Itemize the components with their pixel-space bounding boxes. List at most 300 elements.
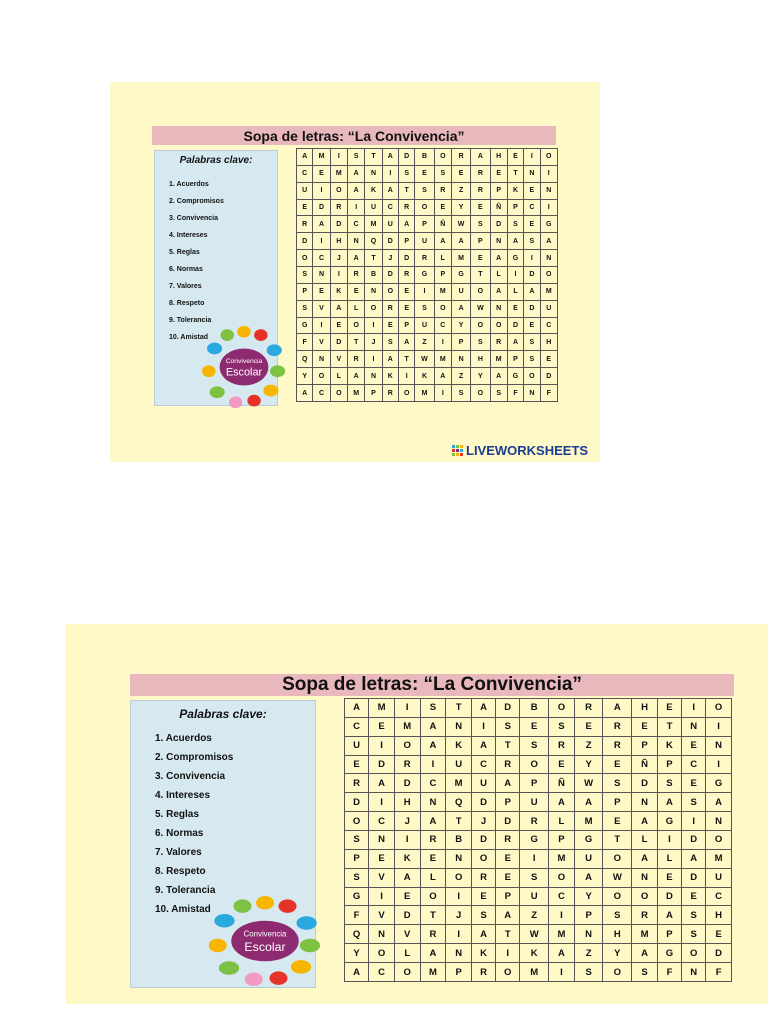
- grid-cell[interactable]: J: [446, 906, 472, 925]
- grid-cell[interactable]: R: [471, 182, 490, 199]
- grid-cell[interactable]: E: [524, 216, 540, 233]
- grid-cell[interactable]: O: [540, 267, 557, 284]
- grid-cell[interactable]: N: [490, 233, 507, 250]
- grid-cell[interactable]: Z: [451, 182, 470, 199]
- grid-cell[interactable]: P: [297, 283, 313, 300]
- grid-cell[interactable]: M: [632, 925, 658, 944]
- grid-cell[interactable]: I: [369, 793, 395, 812]
- grid-cell[interactable]: S: [682, 925, 706, 944]
- grid-cell[interactable]: N: [574, 925, 603, 944]
- grid-cell[interactable]: O: [549, 699, 575, 718]
- grid-cell[interactable]: S: [520, 736, 549, 755]
- grid-cell[interactable]: C: [348, 216, 365, 233]
- grid-cell[interactable]: N: [540, 250, 557, 267]
- grid-cell[interactable]: W: [603, 868, 632, 887]
- grid-cell[interactable]: E: [682, 736, 706, 755]
- grid-cell[interactable]: N: [632, 793, 658, 812]
- grid-cell[interactable]: Z: [520, 906, 549, 925]
- grid-cell[interactable]: T: [365, 250, 382, 267]
- grid-cell[interactable]: P: [345, 849, 369, 868]
- grid-cell[interactable]: D: [313, 199, 330, 216]
- grid-cell[interactable]: R: [394, 755, 420, 774]
- grid-cell[interactable]: A: [420, 944, 446, 963]
- grid-cell[interactable]: D: [369, 755, 395, 774]
- grid-cell[interactable]: H: [603, 925, 632, 944]
- grid-cell[interactable]: S: [682, 793, 706, 812]
- grid-cell[interactable]: N: [446, 717, 472, 736]
- grid-cell[interactable]: Q: [345, 925, 369, 944]
- grid-cell[interactable]: E: [524, 317, 540, 334]
- grid-cell[interactable]: N: [682, 717, 706, 736]
- grid-cell[interactable]: D: [399, 149, 415, 166]
- grid-cell[interactable]: R: [399, 267, 415, 284]
- grid-cell[interactable]: R: [330, 199, 347, 216]
- grid-cell[interactable]: O: [382, 283, 398, 300]
- grid-cell[interactable]: I: [313, 182, 330, 199]
- grid-cell[interactable]: N: [369, 925, 395, 944]
- grid-cell[interactable]: M: [394, 717, 420, 736]
- grid-cell[interactable]: I: [434, 334, 451, 351]
- grid-cell[interactable]: R: [632, 906, 658, 925]
- grid-cell[interactable]: R: [451, 149, 470, 166]
- grid-cell[interactable]: O: [420, 887, 446, 906]
- grid-cell[interactable]: O: [394, 963, 420, 982]
- grid-cell[interactable]: S: [451, 385, 470, 402]
- grid-cell[interactable]: E: [496, 868, 520, 887]
- grid-cell[interactable]: G: [415, 267, 434, 284]
- grid-cell[interactable]: N: [706, 812, 732, 831]
- grid-cell[interactable]: A: [451, 300, 470, 317]
- grid-cell[interactable]: O: [348, 317, 365, 334]
- grid-cell[interactable]: H: [632, 699, 658, 718]
- grid-cell[interactable]: C: [682, 755, 706, 774]
- grid-cell[interactable]: A: [540, 233, 557, 250]
- grid-cell[interactable]: B: [446, 831, 472, 850]
- grid-cell[interactable]: I: [394, 699, 420, 718]
- grid-cell[interactable]: S: [603, 906, 632, 925]
- grid-cell[interactable]: I: [369, 887, 395, 906]
- grid-cell[interactable]: V: [394, 925, 420, 944]
- grid-cell[interactable]: Ñ: [549, 774, 575, 793]
- grid-cell[interactable]: P: [446, 963, 472, 982]
- grid-cell[interactable]: S: [524, 351, 540, 368]
- grid-cell[interactable]: M: [313, 149, 330, 166]
- grid-cell[interactable]: Z: [574, 944, 603, 963]
- grid-cell[interactable]: I: [682, 699, 706, 718]
- grid-cell[interactable]: M: [415, 385, 434, 402]
- grid-cell[interactable]: A: [382, 182, 398, 199]
- grid-cell[interactable]: E: [415, 165, 434, 182]
- grid-cell[interactable]: A: [434, 368, 451, 385]
- grid-cell[interactable]: T: [507, 165, 523, 182]
- grid-cell[interactable]: A: [657, 793, 681, 812]
- grid-cell[interactable]: J: [365, 334, 382, 351]
- grid-cell[interactable]: Q: [365, 233, 382, 250]
- grid-cell[interactable]: D: [706, 944, 732, 963]
- grid-cell[interactable]: O: [471, 317, 490, 334]
- grid-cell[interactable]: L: [657, 849, 681, 868]
- grid-cell[interactable]: E: [549, 755, 575, 774]
- grid-cell[interactable]: A: [682, 849, 706, 868]
- grid-cell[interactable]: R: [434, 182, 451, 199]
- grid-cell[interactable]: T: [471, 267, 490, 284]
- grid-cell[interactable]: Ñ: [632, 755, 658, 774]
- grid-cell[interactable]: E: [434, 199, 451, 216]
- grid-cell[interactable]: E: [657, 699, 681, 718]
- grid-cell[interactable]: E: [399, 283, 415, 300]
- grid-cell[interactable]: S: [415, 300, 434, 317]
- grid-cell[interactable]: E: [471, 887, 495, 906]
- grid-cell[interactable]: K: [446, 736, 472, 755]
- grid-cell[interactable]: V: [369, 868, 395, 887]
- grid-cell[interactable]: I: [365, 351, 382, 368]
- grid-cell[interactable]: U: [471, 774, 495, 793]
- grid-cell[interactable]: J: [394, 812, 420, 831]
- grid-cell[interactable]: O: [490, 317, 507, 334]
- grid-cell[interactable]: I: [471, 717, 495, 736]
- grid-cell[interactable]: L: [549, 812, 575, 831]
- grid-cell[interactable]: N: [313, 351, 330, 368]
- grid-cell[interactable]: M: [420, 963, 446, 982]
- grid-cell[interactable]: S: [520, 868, 549, 887]
- grid-cell[interactable]: E: [399, 300, 415, 317]
- grid-cell[interactable]: I: [706, 755, 732, 774]
- grid-cell[interactable]: M: [446, 774, 472, 793]
- grid-cell[interactable]: P: [399, 317, 415, 334]
- grid-cell[interactable]: D: [297, 233, 313, 250]
- grid-cell[interactable]: L: [632, 831, 658, 850]
- grid-cell[interactable]: E: [471, 199, 490, 216]
- grid-cell[interactable]: E: [490, 165, 507, 182]
- grid-cell[interactable]: N: [524, 385, 540, 402]
- grid-cell[interactable]: W: [451, 216, 470, 233]
- grid-cell[interactable]: S: [382, 334, 398, 351]
- grid-cell[interactable]: A: [496, 774, 520, 793]
- grid-cell[interactable]: D: [394, 774, 420, 793]
- grid-cell[interactable]: H: [394, 793, 420, 812]
- grid-cell[interactable]: S: [345, 868, 369, 887]
- grid-cell[interactable]: Z: [574, 736, 603, 755]
- grid-cell[interactable]: Y: [574, 887, 603, 906]
- grid-cell[interactable]: P: [632, 736, 658, 755]
- grid-cell[interactable]: S: [549, 717, 575, 736]
- grid-cell[interactable]: R: [420, 831, 446, 850]
- grid-cell[interactable]: E: [574, 717, 603, 736]
- grid-cell[interactable]: E: [507, 300, 523, 317]
- grid-cell[interactable]: O: [394, 736, 420, 755]
- grid-cell[interactable]: S: [348, 149, 365, 166]
- grid-cell[interactable]: F: [540, 385, 557, 402]
- grid-cell[interactable]: P: [415, 216, 434, 233]
- grid-cell[interactable]: P: [603, 793, 632, 812]
- grid-cell[interactable]: L: [330, 368, 347, 385]
- grid-cell[interactable]: O: [632, 887, 658, 906]
- grid-cell[interactable]: M: [348, 385, 365, 402]
- grid-cell[interactable]: E: [330, 317, 347, 334]
- grid-cell[interactable]: O: [540, 149, 557, 166]
- grid-cell[interactable]: D: [524, 267, 540, 284]
- grid-cell[interactable]: G: [451, 267, 470, 284]
- grid-cell[interactable]: R: [471, 165, 490, 182]
- grid-cell[interactable]: A: [382, 351, 398, 368]
- grid-cell[interactable]: T: [496, 925, 520, 944]
- grid-cell[interactable]: I: [549, 906, 575, 925]
- grid-cell[interactable]: O: [682, 944, 706, 963]
- grid-cell[interactable]: U: [415, 233, 434, 250]
- grid-cell[interactable]: D: [682, 868, 706, 887]
- grid-cell[interactable]: Z: [415, 334, 434, 351]
- grid-cell[interactable]: D: [399, 250, 415, 267]
- grid-cell[interactable]: E: [603, 755, 632, 774]
- grid-cell[interactable]: E: [394, 887, 420, 906]
- grid-cell[interactable]: S: [297, 267, 313, 284]
- grid-cell[interactable]: M: [434, 351, 451, 368]
- grid-cell[interactable]: I: [420, 755, 446, 774]
- grid-cell[interactable]: O: [330, 385, 347, 402]
- grid-cell[interactable]: O: [471, 849, 495, 868]
- grid-cell[interactable]: V: [369, 906, 395, 925]
- grid-cell[interactable]: E: [507, 149, 523, 166]
- grid-cell[interactable]: S: [415, 182, 434, 199]
- grid-cell[interactable]: P: [471, 233, 490, 250]
- grid-cell[interactable]: A: [394, 868, 420, 887]
- grid-cell[interactable]: T: [446, 812, 472, 831]
- grid-cell[interactable]: U: [520, 793, 549, 812]
- grid-cell[interactable]: G: [507, 250, 523, 267]
- grid-cell[interactable]: A: [549, 944, 575, 963]
- grid-cell[interactable]: Y: [574, 755, 603, 774]
- grid-cell[interactable]: S: [420, 699, 446, 718]
- grid-cell[interactable]: Y: [297, 368, 313, 385]
- grid-cell[interactable]: H: [490, 149, 507, 166]
- grid-cell[interactable]: O: [471, 283, 490, 300]
- grid-cell[interactable]: Ñ: [434, 216, 451, 233]
- grid-cell[interactable]: U: [540, 300, 557, 317]
- grid-cell[interactable]: O: [603, 887, 632, 906]
- grid-cell[interactable]: O: [399, 385, 415, 402]
- grid-cell[interactable]: T: [420, 906, 446, 925]
- grid-cell[interactable]: B: [520, 699, 549, 718]
- grid-cell[interactable]: S: [657, 774, 681, 793]
- grid-cell[interactable]: E: [682, 887, 706, 906]
- grid-cell[interactable]: T: [365, 149, 382, 166]
- grid-cell[interactable]: S: [496, 717, 520, 736]
- grid-cell[interactable]: I: [549, 963, 575, 982]
- grid-cell[interactable]: S: [399, 165, 415, 182]
- grid-cell[interactable]: S: [434, 165, 451, 182]
- grid-cell[interactable]: I: [524, 250, 540, 267]
- grid-cell[interactable]: P: [365, 385, 382, 402]
- grid-cell[interactable]: R: [471, 868, 495, 887]
- grid-cell[interactable]: J: [471, 812, 495, 831]
- grid-cell[interactable]: T: [399, 182, 415, 199]
- grid-cell[interactable]: G: [657, 944, 681, 963]
- grid-cell[interactable]: A: [348, 368, 365, 385]
- grid-cell[interactable]: U: [345, 736, 369, 755]
- grid-cell[interactable]: P: [574, 906, 603, 925]
- grid-cell[interactable]: O: [365, 300, 382, 317]
- grid-cell[interactable]: T: [603, 831, 632, 850]
- grid-cell[interactable]: J: [330, 250, 347, 267]
- grid-cell[interactable]: S: [682, 906, 706, 925]
- grid-cell[interactable]: S: [524, 334, 540, 351]
- grid-cell[interactable]: K: [394, 849, 420, 868]
- grid-cell[interactable]: C: [313, 250, 330, 267]
- grid-cell[interactable]: M: [369, 699, 395, 718]
- grid-cell[interactable]: K: [330, 283, 347, 300]
- grid-cell[interactable]: I: [330, 149, 347, 166]
- grid-cell[interactable]: R: [603, 736, 632, 755]
- grid-cell[interactable]: C: [345, 717, 369, 736]
- grid-cell[interactable]: D: [345, 793, 369, 812]
- grid-cell[interactable]: L: [507, 283, 523, 300]
- grid-cell[interactable]: D: [496, 699, 520, 718]
- grid-cell[interactable]: A: [490, 250, 507, 267]
- grid-cell[interactable]: N: [540, 182, 557, 199]
- grid-cell[interactable]: R: [415, 250, 434, 267]
- grid-cell[interactable]: T: [446, 699, 472, 718]
- grid-cell[interactable]: P: [496, 887, 520, 906]
- grid-cell[interactable]: V: [313, 300, 330, 317]
- grid-cell[interactable]: N: [632, 868, 658, 887]
- grid-cell[interactable]: S: [507, 216, 523, 233]
- grid-cell[interactable]: U: [451, 283, 470, 300]
- grid-cell[interactable]: A: [496, 906, 520, 925]
- grid-cell[interactable]: R: [496, 755, 520, 774]
- grid-cell[interactable]: A: [420, 812, 446, 831]
- grid-cell[interactable]: W: [574, 774, 603, 793]
- grid-cell[interactable]: R: [399, 199, 415, 216]
- grid-cell[interactable]: I: [382, 165, 398, 182]
- grid-cell[interactable]: E: [657, 868, 681, 887]
- grid-cell[interactable]: D: [330, 216, 347, 233]
- grid-cell[interactable]: P: [520, 774, 549, 793]
- grid-cell[interactable]: C: [313, 385, 330, 402]
- grid-cell[interactable]: D: [524, 300, 540, 317]
- grid-cell[interactable]: K: [657, 736, 681, 755]
- grid-cell[interactable]: P: [490, 182, 507, 199]
- grid-cell[interactable]: K: [520, 944, 549, 963]
- grid-cell[interactable]: A: [632, 944, 658, 963]
- grid-cell[interactable]: I: [369, 736, 395, 755]
- grid-cell[interactable]: L: [348, 300, 365, 317]
- grid-cell[interactable]: I: [540, 165, 557, 182]
- grid-cell[interactable]: S: [490, 385, 507, 402]
- grid-cell[interactable]: A: [420, 717, 446, 736]
- grid-cell[interactable]: S: [297, 300, 313, 317]
- grid-cell[interactable]: A: [471, 149, 490, 166]
- grid-cell[interactable]: H: [706, 906, 732, 925]
- grid-cell[interactable]: E: [369, 717, 395, 736]
- grid-cell[interactable]: D: [496, 812, 520, 831]
- grid-cell[interactable]: O: [446, 868, 472, 887]
- grid-cell[interactable]: A: [369, 774, 395, 793]
- grid-cell[interactable]: Y: [471, 368, 490, 385]
- grid-cell[interactable]: S: [471, 334, 490, 351]
- grid-cell[interactable]: I: [446, 925, 472, 944]
- grid-cell[interactable]: E: [540, 351, 557, 368]
- grid-cell[interactable]: M: [549, 849, 575, 868]
- grid-cell[interactable]: O: [549, 868, 575, 887]
- grid-cell[interactable]: H: [330, 233, 347, 250]
- grid-cell[interactable]: S: [524, 233, 540, 250]
- grid-cell[interactable]: R: [420, 925, 446, 944]
- grid-cell[interactable]: I: [657, 831, 681, 850]
- grid-cell[interactable]: D: [682, 831, 706, 850]
- grid-cell[interactable]: N: [446, 849, 472, 868]
- grid-cell[interactable]: N: [365, 165, 382, 182]
- grid-cell[interactable]: I: [446, 887, 472, 906]
- grid-cell[interactable]: O: [415, 199, 434, 216]
- grid-cell[interactable]: I: [682, 812, 706, 831]
- grid-cell[interactable]: I: [415, 283, 434, 300]
- grid-cell[interactable]: U: [520, 887, 549, 906]
- grid-cell[interactable]: G: [574, 831, 603, 850]
- grid-cell[interactable]: N: [451, 351, 470, 368]
- grid-cell[interactable]: E: [369, 849, 395, 868]
- grid-cell[interactable]: A: [574, 868, 603, 887]
- grid-cell[interactable]: R: [574, 699, 603, 718]
- grid-cell[interactable]: D: [330, 334, 347, 351]
- grid-cell[interactable]: A: [549, 793, 575, 812]
- grid-cell[interactable]: M: [490, 351, 507, 368]
- grid-cell[interactable]: I: [496, 944, 520, 963]
- grid-cell[interactable]: N: [313, 267, 330, 284]
- grid-cell[interactable]: I: [399, 368, 415, 385]
- grid-cell[interactable]: R: [348, 351, 365, 368]
- grid-cell[interactable]: D: [471, 831, 495, 850]
- grid-cell[interactable]: S: [632, 963, 658, 982]
- grid-cell[interactable]: Y: [603, 944, 632, 963]
- grid-cell[interactable]: P: [549, 831, 575, 850]
- grid-cell[interactable]: D: [394, 906, 420, 925]
- grid-cell[interactable]: E: [345, 755, 369, 774]
- grid-cell[interactable]: P: [434, 267, 451, 284]
- grid-cell[interactable]: E: [524, 182, 540, 199]
- grid-cell[interactable]: K: [382, 368, 398, 385]
- grid-cell[interactable]: J: [382, 250, 398, 267]
- grid-cell[interactable]: A: [490, 283, 507, 300]
- grid-cell[interactable]: U: [415, 317, 434, 334]
- grid-cell[interactable]: M: [549, 925, 575, 944]
- grid-cell[interactable]: M: [451, 250, 470, 267]
- grid-cell[interactable]: S: [471, 906, 495, 925]
- grid-cell[interactable]: I: [524, 149, 540, 166]
- grid-cell[interactable]: M: [540, 283, 557, 300]
- grid-cell[interactable]: A: [345, 699, 369, 718]
- grid-cell[interactable]: Q: [297, 351, 313, 368]
- grid-cell[interactable]: A: [574, 793, 603, 812]
- grid-cell[interactable]: O: [330, 182, 347, 199]
- grid-cell[interactable]: K: [365, 182, 382, 199]
- grid-cell[interactable]: N: [365, 368, 382, 385]
- grid-cell[interactable]: A: [420, 736, 446, 755]
- grid-cell[interactable]: E: [496, 849, 520, 868]
- grid-cell[interactable]: O: [471, 385, 490, 402]
- grid-cell[interactable]: R: [382, 300, 398, 317]
- grid-cell[interactable]: M: [365, 216, 382, 233]
- grid-cell[interactable]: D: [540, 368, 557, 385]
- grid-cell[interactable]: N: [490, 300, 507, 317]
- grid-cell[interactable]: I: [365, 317, 382, 334]
- grid-cell[interactable]: K: [471, 944, 495, 963]
- grid-cell[interactable]: G: [706, 774, 732, 793]
- grid-cell[interactable]: A: [471, 925, 495, 944]
- grid-cell[interactable]: I: [507, 267, 523, 284]
- grid-cell[interactable]: A: [382, 149, 398, 166]
- grid-cell[interactable]: G: [507, 368, 523, 385]
- grid-cell[interactable]: O: [434, 149, 451, 166]
